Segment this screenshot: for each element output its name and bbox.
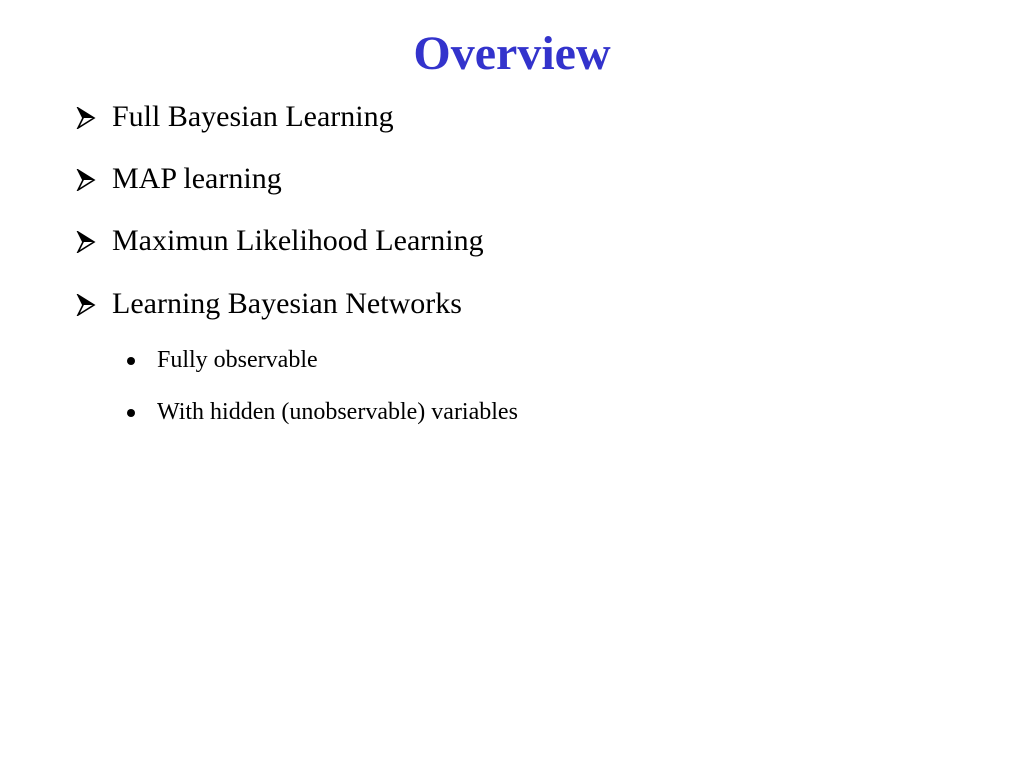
arrow-bullet-icon: [76, 294, 98, 316]
arrow-bullet-icon: [76, 169, 98, 191]
sub-bullet-label: Fully observable: [157, 347, 318, 373]
arrow-bullet-icon: [76, 231, 98, 253]
bullet-label: Maximun Likelihood Learning: [112, 224, 484, 257]
bullet-item-maximum-likelihood-learning: [76, 221, 484, 261]
bullet-label: MAP learning: [112, 162, 282, 195]
dot-bullet-icon: [127, 357, 135, 365]
bullet-item-map-learning: [76, 159, 282, 199]
sub-bullet-label: With hidden (unobservable) variables: [157, 399, 518, 425]
arrow-bullet-icon: [76, 107, 98, 129]
bullet-item-full-bayesian-learning: [76, 97, 394, 137]
sub-bullet-hidden-variables: [127, 396, 518, 428]
slide-title: Overview: [413, 27, 611, 80]
dot-bullet-icon: [127, 409, 135, 417]
bullet-label: Full Bayesian Learning: [112, 100, 394, 133]
bullet-item-learning-bayesian-networks: [76, 284, 462, 324]
sub-bullet-fully-observable: [127, 344, 318, 376]
bullet-label: Learning Bayesian Networks: [112, 287, 462, 320]
